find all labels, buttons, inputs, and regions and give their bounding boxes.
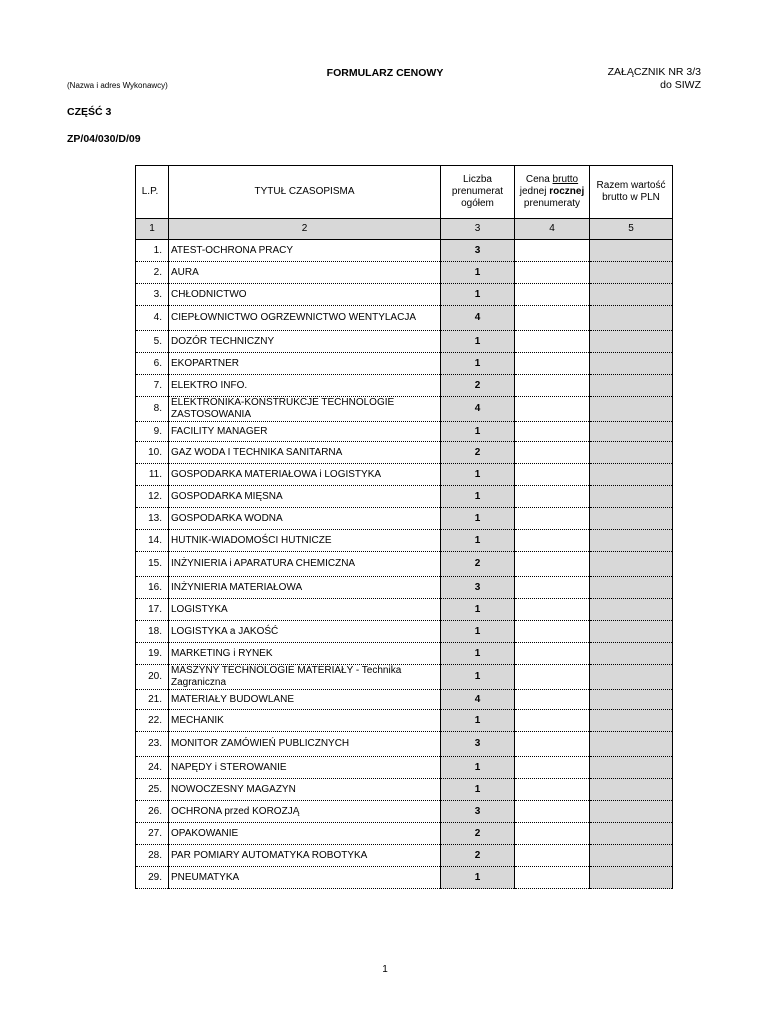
row-title: ATEST-OCHRONA PRACY [169, 240, 441, 262]
row-count: 1 [441, 867, 515, 889]
row-total-input[interactable] [590, 643, 673, 665]
row-lp: 19. [136, 643, 169, 665]
table-row [136, 732, 673, 757]
row-total-input[interactable] [590, 530, 673, 552]
table-row [136, 375, 673, 397]
annex-ref: do SIWZ [660, 79, 701, 91]
row-count: 3 [441, 577, 515, 599]
row-total-input[interactable] [590, 801, 673, 823]
row-total-input[interactable] [590, 732, 673, 757]
row-lp: 3. [136, 284, 169, 306]
part-label: CZĘŚĆ 3 [67, 106, 112, 118]
header-row [136, 166, 673, 219]
row-price-input[interactable] [515, 422, 590, 442]
row-lp: 7. [136, 375, 169, 397]
table-row [136, 331, 673, 353]
table-row [136, 690, 673, 710]
annex-number: ZAŁĄCZNIK NR 3/3 [607, 66, 701, 78]
row-lp: 27. [136, 823, 169, 845]
row-price-input[interactable] [515, 375, 590, 397]
row-lp: 24. [136, 757, 169, 779]
row-lp: 16. [136, 577, 169, 599]
row-title: NOWOCZESNY MAGAZYN [169, 779, 441, 801]
row-lp: 29. [136, 867, 169, 889]
row-price-input[interactable] [515, 331, 590, 353]
row-lp: 26. [136, 801, 169, 823]
row-title: ELEKTRO INFO. [169, 375, 441, 397]
header-price-roczna: rocznej [549, 186, 585, 197]
row-total-input[interactable] [590, 845, 673, 867]
row-count: 1 [441, 643, 515, 665]
row-title: DOZÓR TECHNICZNY [169, 331, 441, 353]
annex-label [608, 66, 701, 92]
row-title: EKOPARTNER [169, 353, 441, 375]
row-total-input[interactable] [590, 823, 673, 845]
table-row [136, 665, 673, 690]
table-row [136, 801, 673, 823]
row-title: CHŁODNICTWO [169, 284, 441, 306]
table-row [136, 397, 673, 422]
row-lp: 14. [136, 530, 169, 552]
row-title: GOSPODARKA MATERIAŁOWA i LOGISTYKA [169, 464, 441, 486]
column-number-row [136, 219, 673, 240]
table-row [136, 867, 673, 889]
row-count: 2 [441, 375, 515, 397]
row-count: 1 [441, 710, 515, 732]
row-count: 2 [441, 845, 515, 867]
reference-number: ZP/04/030/D/09 [67, 133, 141, 145]
row-price-input[interactable] [515, 284, 590, 306]
row-title: LOGISTYKA [169, 599, 441, 621]
row-count: 1 [441, 353, 515, 375]
row-price-input[interactable] [515, 823, 590, 845]
row-title: GAZ WODA I TECHNIKA SANITARNA [169, 442, 441, 464]
row-count: 1 [441, 284, 515, 306]
price-table [135, 165, 673, 889]
row-count: 1 [441, 464, 515, 486]
contractor-note: (Nazwa i adres Wykonawcy) [67, 81, 168, 90]
table-row [136, 442, 673, 464]
row-price-input[interactable] [515, 530, 590, 552]
row-count: 1 [441, 486, 515, 508]
row-lp: 20. [136, 665, 169, 690]
table-row [136, 845, 673, 867]
row-price-input[interactable] [515, 397, 590, 422]
row-title: MARKETING i RYNEK [169, 643, 441, 665]
header-lp: L.P. [136, 166, 169, 219]
row-lp: 1. [136, 240, 169, 262]
form-title: FORMULARZ CENOWY [326, 67, 444, 79]
row-lp: 17. [136, 599, 169, 621]
row-count: 1 [441, 757, 515, 779]
row-title: MECHANIK [169, 710, 441, 732]
table-row [136, 552, 673, 577]
row-count: 1 [441, 262, 515, 284]
row-count: 1 [441, 665, 515, 690]
row-count: 1 [441, 331, 515, 353]
row-total-input[interactable] [590, 690, 673, 710]
row-total-input[interactable] [590, 397, 673, 422]
colnum-1: 1 [136, 219, 169, 240]
table-row [136, 643, 673, 665]
row-count: 4 [441, 690, 515, 710]
row-count: 4 [441, 306, 515, 331]
table-row [136, 508, 673, 530]
row-title: HUTNIK-WIADOMOŚCI HUTNICZE [169, 530, 441, 552]
row-count: 4 [441, 397, 515, 422]
row-title: OCHRONA przed KOROZJĄ [169, 801, 441, 823]
row-count: 2 [441, 442, 515, 464]
header-price-brutto: brutto [552, 174, 579, 185]
row-total-input[interactable] [590, 757, 673, 779]
row-total-input[interactable] [590, 422, 673, 442]
row-price-input[interactable] [515, 262, 590, 284]
row-title: GOSPODARKA WODNA [169, 508, 441, 530]
row-price-input[interactable] [515, 643, 590, 665]
row-lp: 25. [136, 779, 169, 801]
row-lp: 21. [136, 690, 169, 710]
table-row [136, 284, 673, 306]
row-total-input[interactable] [590, 464, 673, 486]
row-price-input[interactable] [515, 801, 590, 823]
row-lp: 5. [136, 331, 169, 353]
table-row [136, 779, 673, 801]
row-title: FACILITY MANAGER [169, 422, 441, 442]
row-lp: 9. [136, 422, 169, 442]
row-price-input[interactable] [515, 845, 590, 867]
row-total-input[interactable] [590, 353, 673, 375]
colnum-4: 4 [515, 219, 590, 240]
row-price-input[interactable] [515, 710, 590, 732]
row-price-input[interactable] [515, 867, 590, 889]
table-row [136, 757, 673, 779]
row-count: 3 [441, 801, 515, 823]
header-price-prefix: Cena [525, 174, 553, 185]
table-row [136, 240, 673, 262]
row-title: CIEPŁOWNICTWO OGRZEWNICTWO WENTYLACJA [169, 306, 441, 331]
row-price-input[interactable] [515, 577, 590, 599]
row-lp: 23. [136, 732, 169, 757]
row-count: 1 [441, 422, 515, 442]
row-total-input[interactable] [590, 375, 673, 397]
row-price-input[interactable] [515, 552, 590, 577]
row-price-input[interactable] [515, 508, 590, 530]
row-total-input[interactable] [590, 284, 673, 306]
row-total-input[interactable] [590, 442, 673, 464]
header-price-mid: jednej [519, 186, 550, 197]
table-row [136, 306, 673, 331]
row-lp: 15. [136, 552, 169, 577]
row-price-input[interactable] [515, 621, 590, 643]
row-count: 3 [441, 732, 515, 757]
row-price-input[interactable] [515, 353, 590, 375]
row-count: 3 [441, 240, 515, 262]
row-total-input[interactable] [590, 552, 673, 577]
table-row [136, 621, 673, 643]
row-lp: 12. [136, 486, 169, 508]
row-title: INŻYNIERIA MATERIAŁOWA [169, 577, 441, 599]
table-row [136, 710, 673, 732]
row-title: PAR POMIARY AUTOMATYKA ROBOTYKA [169, 845, 441, 867]
table-row [136, 262, 673, 284]
table-row [136, 353, 673, 375]
row-count: 2 [441, 552, 515, 577]
row-title: NAPĘDY i STEROWANIE [169, 757, 441, 779]
row-count: 1 [441, 779, 515, 801]
row-total-input[interactable] [590, 240, 673, 262]
row-total-input[interactable] [590, 599, 673, 621]
row-total-input[interactable] [590, 262, 673, 284]
row-lp: 6. [136, 353, 169, 375]
row-total-input[interactable] [590, 306, 673, 331]
header-price-suffix: prenumeraty [523, 198, 581, 209]
row-price-input[interactable] [515, 486, 590, 508]
table-row [136, 577, 673, 599]
header-price [515, 166, 590, 219]
row-total-input[interactable] [590, 508, 673, 530]
row-title: LOGISTYKA a JAKOŚĆ [169, 621, 441, 643]
colnum-5: 5 [590, 219, 673, 240]
row-title: ELEKTRONIKA-KONSTRUKCJE TECHNOLOGIE ZASTOSOWANIA [169, 397, 441, 422]
header-total: Razem wartość brutto w PLN [590, 166, 673, 219]
row-price-input[interactable] [515, 240, 590, 262]
row-lp: 13. [136, 508, 169, 530]
table-row [136, 530, 673, 552]
row-total-input[interactable] [590, 665, 673, 690]
row-total-input[interactable] [590, 867, 673, 889]
row-title: MASZYNY TECHNOLOGIE MATERIAŁY - Technika Zagraniczna [169, 665, 441, 690]
row-lp: 11. [136, 464, 169, 486]
row-count: 1 [441, 599, 515, 621]
header-title: TYTUŁ CZASOPISMA [169, 166, 441, 219]
row-count: 1 [441, 508, 515, 530]
row-count: 1 [441, 621, 515, 643]
row-total-input[interactable] [590, 710, 673, 732]
row-price-input[interactable] [515, 599, 590, 621]
row-title: INŻYNIERIA i APARATURA CHEMICZNA [169, 552, 441, 577]
row-price-input[interactable] [515, 757, 590, 779]
row-price-input[interactable] [515, 464, 590, 486]
row-lp: 10. [136, 442, 169, 464]
row-total-input[interactable] [590, 621, 673, 643]
table-row [136, 486, 673, 508]
row-price-input[interactable] [515, 779, 590, 801]
row-total-input[interactable] [590, 577, 673, 599]
row-price-input[interactable] [515, 665, 590, 690]
row-price-input[interactable] [515, 732, 590, 757]
row-lp: 8. [136, 397, 169, 422]
row-price-input[interactable] [515, 690, 590, 710]
row-total-input[interactable] [590, 779, 673, 801]
row-count: 2 [441, 823, 515, 845]
header-count: Liczba prenumerat ogółem [441, 166, 515, 219]
row-price-input[interactable] [515, 306, 590, 331]
row-title: OPAKOWANIE [169, 823, 441, 845]
row-title: PNEUMATYKA [169, 867, 441, 889]
row-price-input[interactable] [515, 442, 590, 464]
page-number: 1 [382, 964, 388, 975]
row-total-input[interactable] [590, 331, 673, 353]
row-lp: 2. [136, 262, 169, 284]
colnum-3: 3 [441, 219, 515, 240]
table-row [136, 599, 673, 621]
row-lp: 18. [136, 621, 169, 643]
table-row [136, 422, 673, 442]
table-row [136, 464, 673, 486]
colnum-2: 2 [169, 219, 441, 240]
table-row [136, 823, 673, 845]
row-lp: 28. [136, 845, 169, 867]
row-title: MONITOR ZAMÓWIEŃ PUBLICZNYCH [169, 732, 441, 757]
row-lp: 22. [136, 710, 169, 732]
row-lp: 4. [136, 306, 169, 331]
row-total-input[interactable] [590, 486, 673, 508]
row-count: 1 [441, 530, 515, 552]
row-title: MATERIAŁY BUDOWLANE [169, 690, 441, 710]
row-title: GOSPODARKA MIĘSNA [169, 486, 441, 508]
row-title: AURA [169, 262, 441, 284]
